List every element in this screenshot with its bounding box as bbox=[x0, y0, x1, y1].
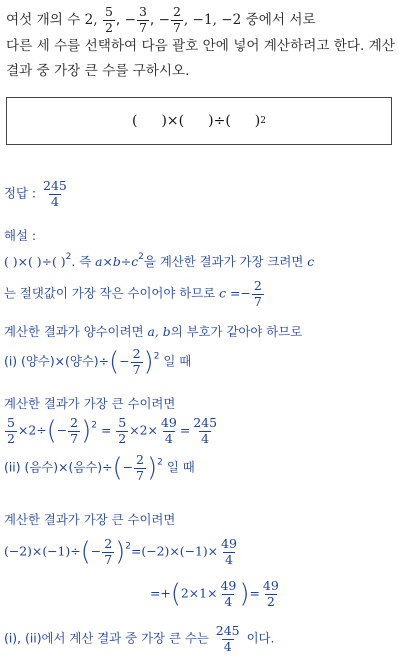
solution-line-3: 계산한 결과가 양수이려면 a, b의 부호가 같아야 하므로 bbox=[4, 324, 303, 339]
fraction-2-7: $\frac{2}{7}$ bbox=[172, 4, 181, 35]
fraction-5-2: $\frac{5}{2}$ bbox=[104, 4, 113, 35]
solution-line-2: 는 절댓값이 가장 작은 수이어야 하므로 c =− $\frac{2}{7}$ bbox=[4, 278, 262, 309]
solution-line-8: 계산한 결과가 가장 큰 수이려면 bbox=[4, 512, 176, 527]
case-1-calculation: $\frac{5}{2}$ ×2÷(− $\frac{2}{7}$ )$^2$ = $\frac{5}{2}$ ×2× $\frac{49}{4}$ = $\frac{245}{4}$ bbox=[7, 415, 218, 446]
question-line-2: 다른 세 수를 선택하여 다음 괄호 안에 넣어 계산하려고 한다. 계산 bbox=[6, 38, 395, 54]
solution-line-1: ( )×( )÷( )$^2$. 즉 $a\times b\div c^2$을 계산한 결과가 가장 크려면 c bbox=[4, 252, 315, 269]
question-line-3: 결과 중 가장 큰 수를 구하시오. bbox=[6, 63, 190, 79]
case-2-heading: (ii) (음수)×(음수)÷(− $\frac{2}{7}$ )$^2$ 일 때 bbox=[4, 452, 195, 483]
case-2-result: =+(2×1× $\frac{49}{4}$ )= $\frac{49}{2}$ bbox=[150, 578, 279, 609]
case-2-calculation: (−2)×(−1)÷(− $\frac{2}{7}$ )$^2$=(−2)×(−1)× $\frac{49}{4}$ bbox=[4, 536, 237, 567]
conclusion-line: (i), (ii)에서 계산 결과 중 가장 큰 수는 $\frac{245}{4}$ 이다. bbox=[4, 623, 275, 654]
answer-line: 정답 : $\frac{245}{4}$ bbox=[4, 178, 67, 209]
solution-line-5: 계산한 결과가 가장 큰 수이려면 bbox=[4, 396, 176, 411]
question-text bbox=[6, 6, 396, 84]
answer-fraction: $\frac{245}{4}$ bbox=[43, 178, 67, 209]
fraction-3-7: $\frac{3}{7}$ bbox=[138, 4, 147, 35]
solution-label: 해설 : bbox=[4, 228, 37, 243]
case-1-heading: (i) (양수)×(양수)÷(− $\frac{2}{7}$ )$^2$ 일 때 bbox=[4, 346, 192, 377]
expression-box: ( )×( )÷( ) 2 bbox=[6, 97, 392, 145]
question-line-1: 여섯 개의 수 2, $\frac{5}{2}$ , − $\frac{3}{7}$ , − $\frac{2}{7}$ , −1, −2 중에서 서로 bbox=[6, 4, 316, 35]
